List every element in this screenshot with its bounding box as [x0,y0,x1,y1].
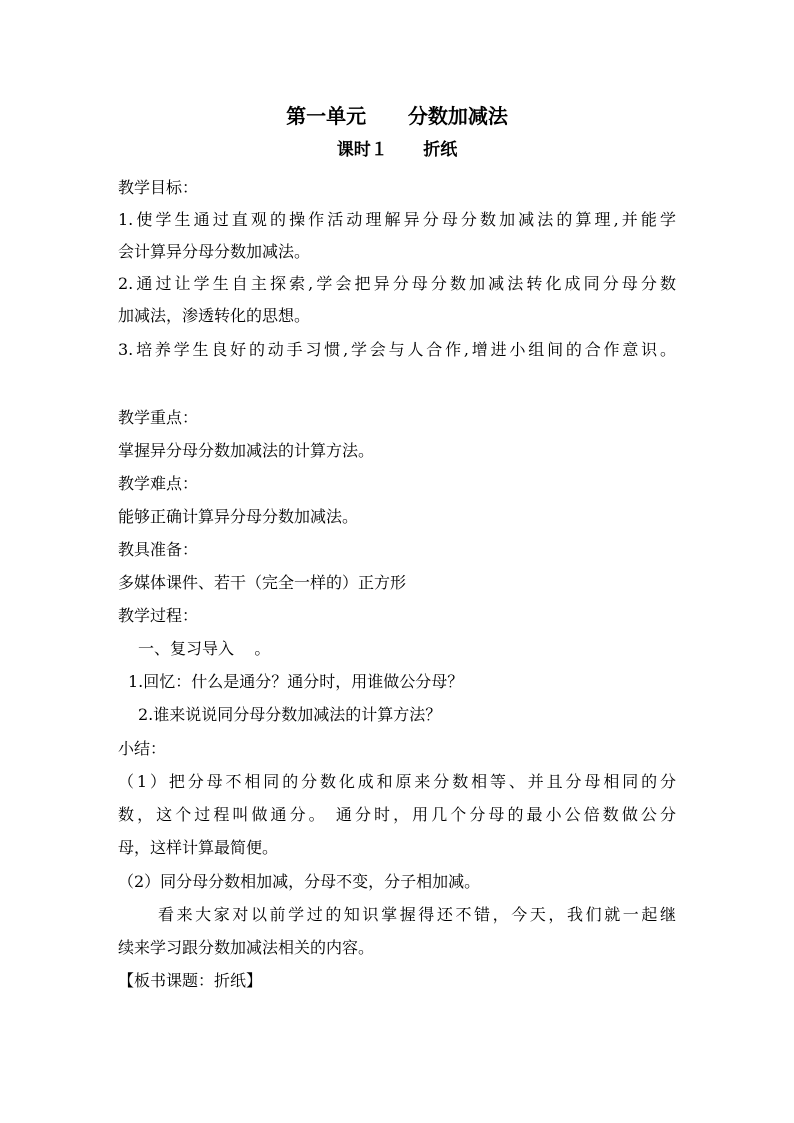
unit-title: 第一单元 分数加减法 [286,104,508,128]
section-heading-materials: 教具准备： [118,540,199,559]
summary-heading: 小结： [118,739,167,758]
objective-1-line-2: 会计算异分母分数加减法。 [118,242,311,261]
summary-1-line-1: （1）把分母不相同的分数化成和原来分数相等、并且分母相同的分 [118,772,676,791]
objective-2-line-1: 2.通过让学生自主探索,学会把异分母分数加减法转化成同分母分数 [118,274,676,293]
transition-line-1: 看来大家对以前学过的知识掌握得还不错，今天，我们就一起继 [158,905,676,924]
materials-text: 多媒体课件、若干（完全一样的）正方形 [118,573,407,592]
review-question-1: 1.回忆：什么是通分？通分时，用谁做公分母？ [128,672,464,691]
transition-line-2: 续来学习跟分数加减法相关的内容。 [118,938,375,957]
step-review-intro: 一、复习导入 。 [138,639,271,658]
lesson-title: 课时１ 折纸 [336,140,458,160]
board-topic: 【板书课题：折纸】 [118,971,263,990]
key-points-text: 掌握异分母分数加减法的计算方法。 [118,441,375,460]
objective-1-line-1: 1.使学生通过直观的操作活动理解异分母分数加减法的算理,并能学 [118,210,676,229]
objective-2-line-2: 加减法，渗透转化的思想。 [118,306,311,325]
difficulties-text: 能够正确计算异分母分数加减法。 [118,507,359,526]
summary-1-line-2: 数，这个过程叫做通分。 通分时，用几个分母的最小公倍数做公分 [118,805,676,824]
section-heading-process: 教学过程： [118,606,199,625]
section-heading-difficulties: 教学难点： [118,474,199,493]
objective-3: 3.培养学生良好的动手习惯,学会与人合作,增进小组间的合作意识。 [118,340,676,359]
section-heading-objectives: 教学目标： [118,178,199,197]
section-heading-key-points: 教学重点： [118,408,199,427]
summary-1-line-3: 母，这样计算最简便。 [118,838,279,857]
summary-2: （2）同分母分数相加减，分母不变，分子相加减。 [118,872,481,891]
review-question-2: 2.谁来说说同分母分数加减法的计算方法？ [138,705,442,724]
